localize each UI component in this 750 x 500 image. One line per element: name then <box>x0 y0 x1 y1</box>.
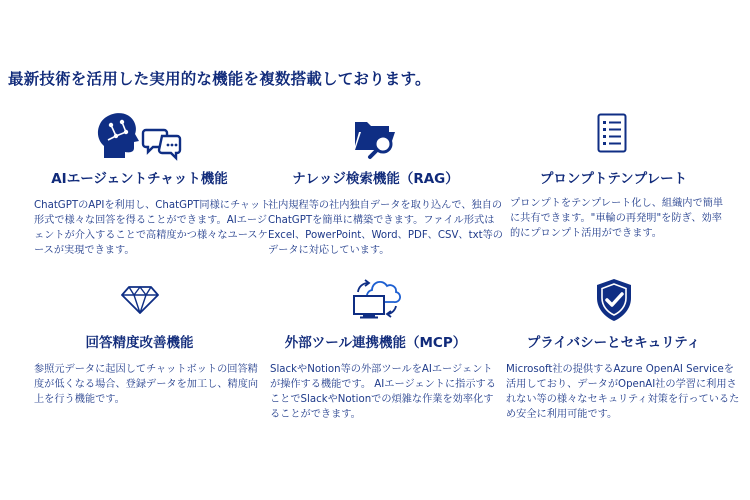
feature-card-ai-chat <box>22 110 271 270</box>
feature-title: ナレッジ検索機能（RAG） <box>292 171 459 187</box>
feature-card-mcp <box>258 270 496 430</box>
checklist-icon <box>597 113 627 153</box>
cloud-sync-icon <box>350 274 404 320</box>
feature-description: プロンプトをテンプレート化し、組織内で簡単に共有できます。"車輪の再発明"を防ぎ、効率的にプロンプト活用ができます。 <box>510 198 724 239</box>
feature-card-security <box>496 275 740 435</box>
ai-chat-icon <box>94 110 184 162</box>
feature-title: AIエージェントチャット機能 <box>51 171 228 187</box>
feature-title: プライバシーとセキュリティ <box>526 335 701 351</box>
feature-description: 社内規程等の社内独自データを取り込んで、独自のChatGPTを簡単に構築できます。ファイル形式はExcel、PowerPoint、Word、PDF、CSV、txt等のデータに対応しています。 <box>268 200 503 256</box>
diamond-icon <box>120 285 160 315</box>
headline: 最新技術を活用した実用的な機能を複数搭載しております。 <box>8 70 431 88</box>
feature-description: Microsoft社の提供するAzure OpenAI Serviceを活用しており、データがOpenAI社の学習に利用されない等の様々なセキュリティ対策を行っているため安全に利用可能です。 <box>506 364 740 420</box>
shield-check-icon <box>595 278 633 322</box>
feature-title: 回答精度改善機能 <box>85 335 194 351</box>
feature-card-prompt-template <box>496 110 731 270</box>
feature-card-rag <box>258 110 503 270</box>
folder-search-icon <box>353 114 397 160</box>
feature-description: ChatGPTのAPIを利用し、ChatGPT同様にチャット形式で様々な回答を得ることができます。AIエージェントが介入することで高精度かつ様々なユースケースが実現できます。 <box>34 200 271 256</box>
feature-description: 参照元データに起因してチャットボットの回答精度が低くなる場合、登録データを加工し、精度向上を行う機能です。 <box>34 364 259 405</box>
feature-title: プロンプトテンプレート <box>539 171 688 187</box>
feature-title: 外部ツール連携機能（MCP） <box>284 335 467 351</box>
feature-card-accuracy <box>22 282 257 422</box>
feature-description: SlackやNotion等の外部ツールをAIエージェントが操作する機能です。 AIエージェントに指示することでSlackやNotionでの煩雑な作業を効率化することができます。 <box>270 364 496 420</box>
